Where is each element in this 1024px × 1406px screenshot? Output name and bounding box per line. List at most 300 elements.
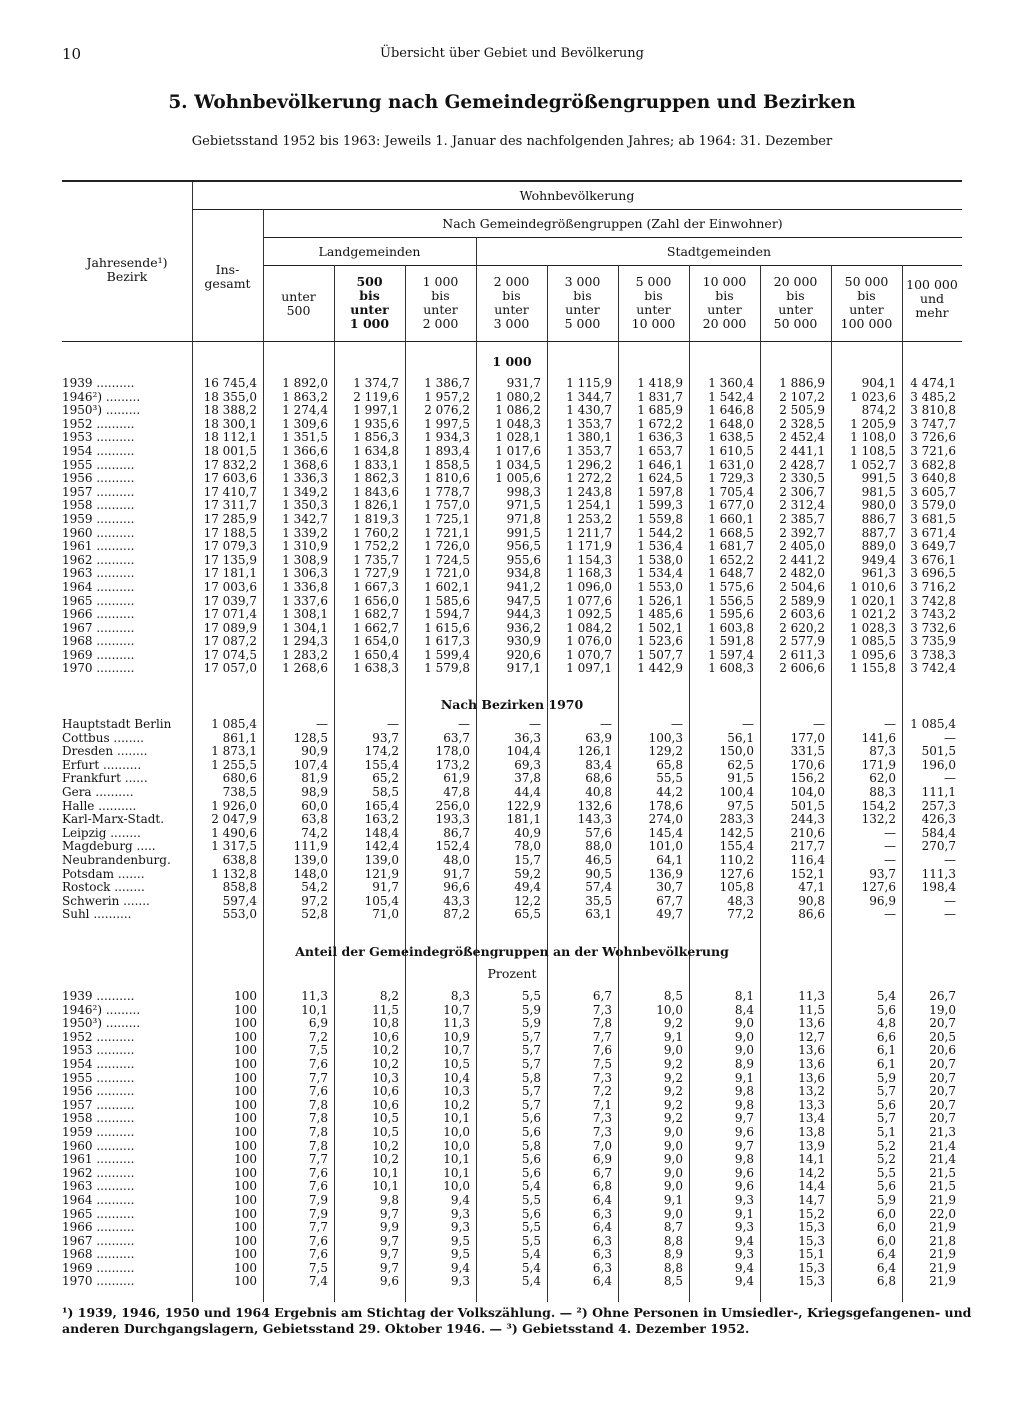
cell-value: 21,9: [929, 1261, 956, 1275]
header-rule-groups: [263, 265, 962, 266]
cell-value: 5,6: [876, 1003, 896, 1017]
cell-value: 44,2: [656, 785, 683, 799]
cell-value: 3 649,7: [910, 540, 956, 554]
cell-value: 1 507,7: [637, 648, 683, 662]
cell-value: 1 097,1: [566, 662, 612, 676]
cell-value: 87,3: [869, 745, 896, 759]
cell-value: 10,5: [372, 1112, 399, 1126]
cell-value: 1 442,9: [637, 662, 683, 676]
cell-value: 11,3: [443, 1017, 470, 1031]
cell-value: 1 831,7: [637, 390, 683, 404]
cell-value: 1 211,7: [566, 526, 612, 540]
cell-value: 2 312,4: [779, 499, 825, 513]
cell-value: 7,9: [308, 1193, 328, 1207]
cell-value: 3 640,8: [910, 472, 956, 486]
cell-value: 148,4: [364, 826, 399, 840]
cell-value: 11,5: [798, 1003, 825, 1017]
cell-value: 7,8: [308, 1139, 328, 1153]
cell-value: 6,9: [308, 1017, 328, 1031]
row-label: 1964 ..........: [62, 580, 135, 594]
spacer: [962, 1099, 1024, 1113]
cell-value: 196,0: [921, 758, 956, 772]
cell-value: 6,7: [592, 990, 612, 1003]
cell-value: 20,7: [929, 1057, 956, 1071]
cell-value: 6,1: [876, 1057, 896, 1071]
spacer: [962, 472, 1024, 486]
cell-value: 10,1: [372, 1166, 399, 1180]
cell-value: 178,0: [435, 745, 470, 759]
cell-value: 6,7: [592, 1166, 612, 1180]
cell-value: 121,9: [364, 867, 399, 881]
table-row: [0, 786, 1024, 800]
cell-value: 17 188,5: [203, 526, 257, 540]
cell-value: 1 721,1: [424, 526, 470, 540]
cell-value: 1 599,4: [424, 648, 470, 662]
cell-value: 10,1: [443, 1112, 470, 1126]
cell-value: 18 388,2: [203, 404, 257, 418]
cell-value: 2 589,9: [779, 594, 825, 608]
cell-value: 1 108,5: [850, 444, 896, 458]
cell-value: 97,5: [727, 799, 754, 813]
spacer: [962, 1058, 1024, 1072]
cell-value: 1 317,5: [211, 840, 257, 854]
cell-value: 86,7: [443, 826, 470, 840]
cell-value: 7,8: [308, 1125, 328, 1139]
cell-value: 956,5: [506, 540, 541, 554]
cell-value: 100: [234, 1180, 257, 1194]
cell-value: 9,3: [734, 1221, 754, 1235]
row-label: 1960 ..........: [62, 1139, 135, 1153]
cell-value: 6,3: [592, 1207, 612, 1221]
cell-value: 9,0: [663, 1180, 683, 1194]
row-label: Magdeburg .....: [62, 840, 156, 854]
cell-value: 9,3: [450, 1221, 470, 1235]
cell-value: 8,3: [450, 990, 470, 1003]
cell-value: 1 957,2: [424, 390, 470, 404]
table-row: [0, 1140, 1024, 1154]
cell-value: 7,5: [308, 1044, 328, 1058]
cell-value: 861,1: [222, 731, 257, 745]
spacer: [962, 513, 1024, 527]
cell-value: 1 810,6: [424, 472, 470, 486]
cell-value: 100,3: [648, 731, 683, 745]
cell-value: 15,3: [798, 1261, 825, 1275]
cell-value: 2 328,5: [779, 417, 825, 431]
cell-value: 1 542,4: [708, 390, 754, 404]
cell-value: 1 926,0: [211, 799, 257, 813]
cell-value: 5,7: [876, 1085, 896, 1099]
table-row: [0, 1153, 1024, 1167]
column-header: 50 000 bis unter 100 000: [840, 274, 893, 331]
spacer: [962, 608, 1024, 622]
column-header: 10 000 bis unter 20 000: [702, 274, 747, 331]
cell-value: 8,7: [663, 1221, 683, 1235]
cell-value: 217,7: [790, 840, 825, 854]
cell-value: 93,7: [372, 731, 399, 745]
cell-value: 20,7: [929, 1071, 956, 1085]
table-row: [0, 472, 1024, 486]
cell-value: 5,9: [521, 1003, 541, 1017]
cell-value: 955,6: [506, 553, 541, 567]
row-label: Karl-Marx-Stadt.: [62, 813, 165, 827]
cell-value: 874,2: [861, 404, 896, 418]
table-row: [0, 1072, 1024, 1086]
cell-value: 17 311,7: [203, 499, 257, 513]
cell-value: 1 108,0: [850, 431, 896, 445]
cell-value: 1 778,7: [424, 485, 470, 499]
cell-value: 1 652,2: [708, 553, 754, 567]
cell-value: 7,7: [308, 1153, 328, 1167]
cell-value: 6,4: [592, 1221, 612, 1235]
cell-value: 9,4: [450, 1261, 470, 1275]
table-row: [0, 418, 1024, 432]
cell-value: 57,6: [585, 826, 612, 840]
cell-value: 14,1: [798, 1153, 825, 1167]
cell-value: 5,7: [521, 1030, 541, 1044]
cell-value: 100: [234, 1098, 257, 1112]
cell-value: 9,2: [663, 1085, 683, 1099]
cell-value: 14,7: [798, 1193, 825, 1207]
cell-value: 1 595,6: [708, 608, 754, 622]
cell-value: 3 743,2: [910, 608, 956, 622]
cell-value: 7,3: [592, 1003, 612, 1017]
table-bezirke: [0, 718, 1024, 922]
cell-value: 10,0: [656, 1003, 683, 1017]
cell-value: 7,6: [308, 1085, 328, 1099]
cell-value: 100: [234, 1139, 257, 1153]
row-label: 1939 ..........: [62, 990, 135, 1003]
cell-value: 1 255,5: [211, 758, 257, 772]
cell-value: 1 304,1: [282, 621, 328, 635]
cell-value: 7,3: [592, 1125, 612, 1139]
cell-value: 55,5: [656, 772, 683, 786]
cell-value: 9,2: [663, 1017, 683, 1031]
cell-value: —: [813, 718, 825, 731]
table-row: [0, 608, 1024, 622]
cell-value: 5,8: [521, 1071, 541, 1085]
spacer: [962, 581, 1024, 595]
cell-value: 331,5: [790, 745, 825, 759]
cell-value: 3 721,6: [910, 444, 956, 458]
cell-value: 2 606,6: [779, 662, 825, 676]
cell-value: 934,8: [506, 567, 541, 581]
cell-value: 100,4: [719, 785, 754, 799]
cell-value: 77,2: [727, 908, 754, 922]
cell-value: 142,4: [364, 840, 399, 854]
row-label: 1967 ..........: [62, 1234, 135, 1248]
cell-value: 15,1: [798, 1248, 825, 1262]
cell-value: 3 676,1: [910, 553, 956, 567]
cell-value: 1 892,0: [282, 377, 328, 390]
cell-value: 9,0: [663, 1207, 683, 1221]
cell-value: 10,9: [443, 1030, 470, 1044]
cell-value: 1 020,1: [850, 594, 896, 608]
spacer: [962, 1126, 1024, 1140]
cell-value: 6,4: [592, 1275, 612, 1289]
cell-value: 1 705,4: [708, 485, 754, 499]
table-row: [0, 1167, 1024, 1181]
cell-value: 96,9: [869, 894, 896, 908]
spacer: [962, 813, 1024, 827]
table-row: [0, 718, 1024, 732]
cell-value: 7,5: [592, 1057, 612, 1071]
cell-value: 15,3: [798, 1234, 825, 1248]
cell-value: 949,4: [861, 553, 896, 567]
cell-value: 1 021,2: [850, 608, 896, 622]
cell-value: 90,8: [798, 894, 825, 908]
cell-value: 46,5: [585, 853, 612, 867]
spacer: [962, 1072, 1024, 1086]
cell-value: 1 339,2: [282, 526, 328, 540]
cell-value: —: [944, 853, 956, 867]
spacer: [962, 377, 1024, 391]
row-label: 1958 ..........: [62, 1112, 135, 1126]
cell-value: 1 819,3: [353, 512, 399, 526]
cell-value: 2 428,7: [779, 458, 825, 472]
cell-value: 1 342,7: [282, 512, 328, 526]
cell-value: 2 330,5: [779, 472, 825, 486]
spacer: [962, 459, 1024, 473]
row-label: Leipzig ........: [62, 826, 141, 840]
cell-value: 1 886,9: [779, 377, 825, 390]
section-bezirke: Nach Bezirken 1970: [440, 697, 584, 712]
cell-value: 116,4: [790, 853, 825, 867]
cell-value: 1 534,4: [637, 567, 683, 581]
cell-value: 7,9: [308, 1207, 328, 1221]
cell-value: 6,3: [592, 1248, 612, 1262]
table-row: [0, 622, 1024, 636]
cell-value: 1 556,5: [708, 594, 754, 608]
cell-value: 181,1: [506, 813, 541, 827]
cell-value: 3 747,7: [910, 417, 956, 431]
cell-value: 1 294,3: [282, 635, 328, 649]
cell-value: 7,7: [308, 1221, 328, 1235]
table-row: [0, 990, 1024, 1004]
cell-value: 7,6: [308, 1166, 328, 1180]
cell-value: 283,3: [719, 813, 754, 827]
cell-value: 1 502,1: [637, 621, 683, 635]
cell-value: 126,1: [577, 745, 612, 759]
cell-value: 1 096,0: [566, 580, 612, 594]
cell-value: 10,6: [372, 1098, 399, 1112]
row-label: Schwerin .......: [62, 894, 150, 908]
row-label: 1969 ..........: [62, 1261, 135, 1275]
row-label: 1954 ..........: [62, 1057, 135, 1071]
table-row: [0, 581, 1024, 595]
table-row: [0, 881, 1024, 895]
cell-value: 1 336,3: [282, 472, 328, 486]
cell-value: 1 648,7: [708, 567, 754, 581]
cell-value: 13,8: [798, 1125, 825, 1139]
cell-value: 36,3: [514, 731, 541, 745]
spacer: [962, 908, 1024, 922]
spacer: [962, 718, 1024, 732]
cell-value: 1 337,6: [282, 594, 328, 608]
cell-value: 210,6: [790, 826, 825, 840]
row-label: 1953 ..........: [62, 1044, 135, 1058]
cell-value: 145,4: [648, 826, 683, 840]
cell-value: 17 135,9: [203, 553, 257, 567]
cell-value: 2 452,4: [779, 431, 825, 445]
row-label: 1966 ..........: [62, 1221, 135, 1235]
table-row: [0, 540, 1024, 554]
cell-value: 132,2: [861, 813, 896, 827]
cell-value: 9,1: [734, 1071, 754, 1085]
cell-value: —: [944, 731, 956, 745]
wohn-header: Wohnbevölkerung: [519, 188, 635, 203]
cell-value: 1 752,2: [353, 540, 399, 554]
cell-value: 9,8: [734, 1085, 754, 1099]
spacer: [962, 1235, 1024, 1249]
cell-value: 17 410,7: [203, 485, 257, 499]
table-row: [0, 377, 1024, 391]
row-label: 1958 ..........: [62, 499, 135, 513]
cell-value: 6,0: [876, 1207, 896, 1221]
cell-value: 1 636,3: [637, 431, 683, 445]
cell-value: 426,3: [921, 813, 956, 827]
spacer: [962, 800, 1024, 814]
table-row: [0, 527, 1024, 541]
cell-value: 7,6: [308, 1248, 328, 1262]
cell-value: 6,6: [876, 1030, 896, 1044]
cell-value: 48,3: [727, 894, 754, 908]
cell-value: 100: [234, 1030, 257, 1044]
cell-value: 10,0: [443, 1125, 470, 1139]
cell-value: 9,0: [663, 1153, 683, 1167]
cell-value: 5,8: [521, 1139, 541, 1153]
cell-value: 1 538,0: [637, 553, 683, 567]
cell-value: 944,3: [506, 608, 541, 622]
cell-value: 9,7: [379, 1248, 399, 1262]
cell-value: 15,2: [798, 1207, 825, 1221]
cell-value: 947,5: [506, 594, 541, 608]
table-row: [0, 486, 1024, 500]
spacer: [962, 1017, 1024, 1031]
cell-value: 3 735,9: [910, 635, 956, 649]
cell-value: 8,4: [734, 1003, 754, 1017]
cell-value: 5,4: [521, 1261, 541, 1275]
cell-value: 5,7: [521, 1098, 541, 1112]
cell-value: 173,2: [435, 758, 470, 772]
cell-value: 132,6: [577, 799, 612, 813]
cell-value: 1 085,4: [211, 718, 257, 731]
cell-value: 680,6: [222, 772, 257, 786]
cell-value: 9,3: [734, 1193, 754, 1207]
cell-value: 21,9: [929, 1275, 956, 1289]
cell-value: 30,7: [656, 881, 683, 895]
cell-value: 1 523,6: [637, 635, 683, 649]
cell-value: 7,6: [592, 1044, 612, 1058]
cell-value: 1 132,8: [211, 867, 257, 881]
cell-value: 100: [234, 1207, 257, 1221]
cell-value: 49,7: [656, 908, 683, 922]
page-subtitle: Gebietsstand 1952 bis 1963: Jeweils 1. Januar des nachfolgenden Jahres; ab 1964: 31. Dezember: [191, 134, 833, 149]
spacer: [962, 595, 1024, 609]
cell-value: 142,5: [719, 826, 754, 840]
cell-value: 1 005,6: [495, 472, 541, 486]
spacer: [962, 1275, 1024, 1289]
cell-value: 15,3: [798, 1221, 825, 1235]
cell-value: 1 490,6: [211, 826, 257, 840]
running-head: Übersicht über Gebiet und Bevölkerung: [380, 46, 644, 61]
cell-value: 88,0: [585, 840, 612, 854]
row-label: 1962 ..........: [62, 1166, 135, 1180]
cell-value: 1 677,0: [708, 499, 754, 513]
spacer: [962, 1248, 1024, 1262]
footnotes: ¹) 1939, 1946, 1950 und 1964 Ergebnis am Stichtag der Volkszählung. — ²) Ohne Personen in Umsiedler-, Kriegsgefangenen- und anderen Durchgangslagern, Gebietsstand 29. Oktober 1946. — ³) Gebietsstand 4. Dezember 1952.: [62, 1305, 972, 1336]
cell-value: 1 155,8: [850, 662, 896, 676]
cell-value: 8,5: [663, 990, 683, 1003]
row-label: 1965 ..........: [62, 1207, 135, 1221]
cell-value: 1 638,3: [353, 662, 399, 676]
cell-value: 998,3: [506, 485, 541, 499]
spacer: [962, 622, 1024, 636]
row-label: 1961 ..........: [62, 540, 135, 554]
cell-value: 553,0: [222, 908, 257, 922]
cell-value: 21,9: [929, 1193, 956, 1207]
cell-value: 13,9: [798, 1139, 825, 1153]
cell-value: 44,4: [514, 785, 541, 799]
cell-value: 1 638,5: [708, 431, 754, 445]
cell-value: 48,0: [443, 853, 470, 867]
cell-value: 111,9: [293, 840, 328, 854]
cell-value: 18 112,1: [203, 431, 257, 445]
cell-value: 17 079,3: [203, 540, 257, 554]
table-row: [0, 554, 1024, 568]
spacer: [962, 431, 1024, 445]
cell-value: 9,7: [379, 1234, 399, 1248]
table-row: [0, 1126, 1024, 1140]
cell-value: 1 080,2: [495, 390, 541, 404]
column-header: 3 000 bis unter 5 000: [564, 274, 601, 331]
cell-value: 7,2: [592, 1085, 612, 1099]
cell-value: 174,2: [364, 745, 399, 759]
cell-value: 20,7: [929, 1017, 956, 1031]
cell-value: 13,2: [798, 1085, 825, 1099]
cell-value: 58,5: [372, 785, 399, 799]
cell-value: 56,1: [727, 731, 754, 745]
spacer: [962, 418, 1024, 432]
cell-value: 10,3: [443, 1085, 470, 1099]
table-percent: [0, 990, 1024, 1289]
cell-value: 1 243,8: [566, 485, 612, 499]
page-number: 10: [62, 45, 82, 63]
cell-value: 1 650,4: [353, 648, 399, 662]
cell-value: 887,7: [861, 526, 896, 540]
cell-value: 129,2: [648, 745, 683, 759]
cell-value: 1 274,4: [282, 404, 328, 418]
table-row: [0, 1275, 1024, 1289]
cell-value: 127,6: [719, 867, 754, 881]
cell-value: 10,0: [443, 1139, 470, 1153]
spacer: [962, 1004, 1024, 1018]
cell-value: 1 010,6: [850, 580, 896, 594]
row-label: 1950³) .........: [62, 1017, 141, 1031]
cell-value: 1 681,7: [708, 540, 754, 554]
row-label: 1956 ..........: [62, 472, 135, 486]
row-label: Potsdam .......: [62, 867, 145, 881]
cell-value: 3 716,2: [910, 580, 956, 594]
cell-value: 15,7: [514, 853, 541, 867]
cell-value: 88,3: [869, 785, 896, 799]
cell-value: 1 833,1: [353, 458, 399, 472]
cell-value: —: [884, 826, 896, 840]
cell-value: 63,8: [301, 813, 328, 827]
cell-value: 1 344,7: [566, 390, 612, 404]
cell-value: 9,7: [379, 1207, 399, 1221]
cell-value: 20,7: [929, 1112, 956, 1126]
cell-value: 10,5: [443, 1057, 470, 1071]
